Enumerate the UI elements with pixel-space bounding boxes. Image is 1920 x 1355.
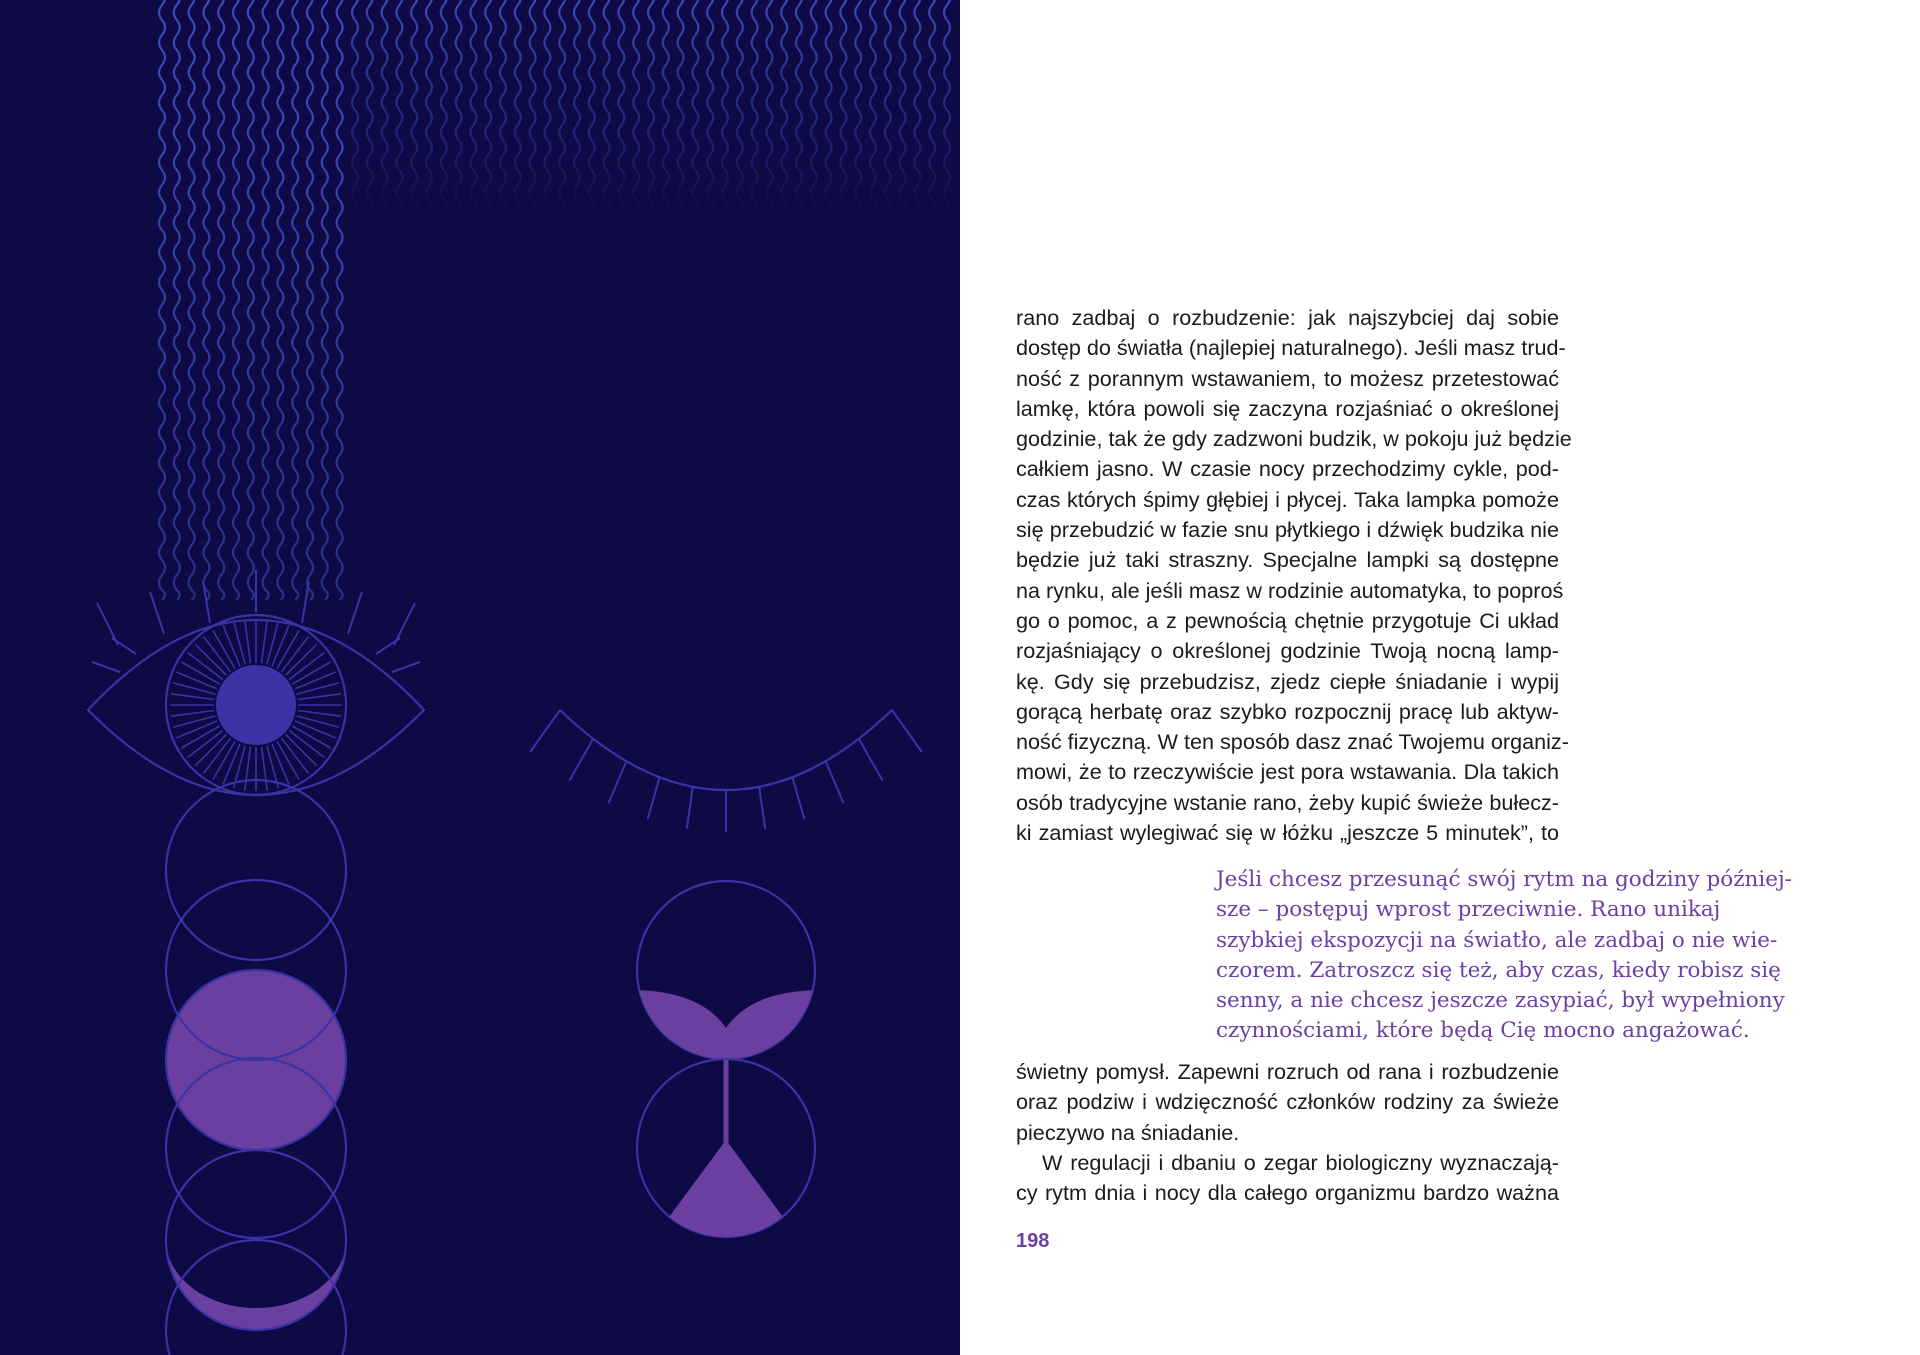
wavy-line — [292, 0, 298, 600]
iris-ray — [297, 716, 340, 727]
iris-ray — [173, 683, 216, 694]
iris-ray — [234, 622, 245, 665]
eyelash — [376, 638, 400, 654]
iris-ray — [171, 694, 215, 700]
iris-ray — [295, 672, 336, 689]
wavy-line — [441, 0, 447, 220]
closed-eye-lash — [859, 739, 883, 781]
wavy-line — [263, 0, 269, 600]
iris-ray — [261, 620, 267, 664]
hourglass-bottom-sand — [652, 1140, 800, 1240]
text-line: ność z porannym wstawaniem, to możesz przetestować — [1016, 365, 1559, 391]
wavy-line — [559, 0, 565, 220]
wavy-line — [840, 0, 846, 220]
text-page — [960, 0, 1920, 1355]
text-line: go o pomoc, a z pewnością chętnie przygotuje Ci układ — [1016, 607, 1559, 633]
wavy-line — [574, 0, 580, 220]
wavy-line — [944, 0, 950, 220]
wavy-line — [752, 0, 758, 220]
wavy-line — [174, 0, 180, 600]
wavy-line — [322, 0, 328, 600]
quote-line: szybkiej ekspozycji na światło, ale zadbaj o nie wie- — [1216, 927, 1778, 953]
wavy-line — [337, 0, 343, 600]
wavy-line — [352, 0, 358, 220]
text-line: dostęp do światła (najlepiej naturalnego). Jeśli masz trud- — [1016, 335, 1566, 361]
closed-eye-lid — [560, 710, 892, 790]
text-line: lamkę, która powoli się zaczyna rozjaśniać o określonej — [1016, 395, 1559, 421]
iris-ray — [267, 622, 278, 665]
quote-line: senny, a nie chcesz jeszcze zasypiać, był wypełniony — [1216, 988, 1785, 1014]
wavy-line — [737, 0, 743, 220]
iris-ray — [272, 626, 289, 667]
text-line: oraz podziw i wdzięczność członków rodziny za świeże — [1016, 1089, 1559, 1115]
wavy-line — [233, 0, 239, 600]
iris-ray — [171, 710, 215, 716]
closed-eye-lash — [648, 777, 660, 819]
iris-ray — [298, 710, 342, 716]
text-line: ki zamiast wylegiwać się w łóżku „jeszcze 5 minutek”, to — [1016, 820, 1559, 846]
text-line: świetny pomysł. Zapewni rozruch od rana i rozbudzenie — [1016, 1059, 1559, 1084]
wavy-line — [218, 0, 224, 600]
wavy-line — [900, 0, 906, 220]
iris-ray — [223, 626, 240, 667]
wavy-line — [203, 0, 209, 600]
wavy-line — [707, 0, 713, 220]
wavy-line — [159, 0, 165, 600]
closed-eye-lash — [892, 710, 922, 752]
iris-ray — [261, 747, 267, 791]
eyelash — [203, 581, 210, 623]
text-line: rozjaśniający o określonej godzinie Twoją nocną lamp- — [1016, 638, 1559, 664]
wavy-line — [692, 0, 698, 220]
iris-ray — [177, 721, 218, 738]
wavy-line — [781, 0, 787, 220]
wavy-line — [678, 0, 684, 220]
quote-line: sze – postępuj wprost przeciwnie. Rano unikaj — [1216, 897, 1721, 923]
eyelash — [92, 662, 120, 672]
closed-eye-lash — [792, 777, 804, 819]
wavy-line — [470, 0, 476, 220]
text-line: pieczywo na śniadanie. — [1016, 1119, 1240, 1145]
closed-eye-lash — [759, 787, 765, 829]
text-line: osób tradycyjne wstanie rano, żeby kupić świeże bułecz- — [1016, 789, 1559, 815]
wavy-line — [885, 0, 891, 220]
closed-eye-lash — [530, 710, 560, 752]
wavy-line — [870, 0, 876, 220]
wavy-line — [411, 0, 417, 220]
text-line: całkiem jasno. W czasie nocy przechodzimy cykle, pod- — [1016, 456, 1559, 482]
page-number: 198 — [1016, 1230, 1050, 1252]
iris-ray — [245, 620, 251, 664]
wavy-line — [382, 0, 388, 220]
eyelash — [348, 592, 362, 634]
wavy-line — [248, 0, 254, 600]
text-line: gorącą herbatę oraz szybko rozpocznij pracę lub aktyw- — [1016, 698, 1559, 724]
quote-line: czynnościami, które będą Cię mocno angażować. — [1216, 1018, 1750, 1044]
wavy-line — [544, 0, 550, 220]
text-line: czas których śpimy głębiej i płycej. Taka lampka pomoże — [1016, 486, 1559, 512]
wavy-line — [604, 0, 610, 220]
text-line: kę. Gdy się przebudzisz, zjedz ciepłe śniadanie i wypij — [1016, 668, 1559, 694]
iris-ray — [245, 747, 251, 791]
wavy-line — [485, 0, 491, 220]
wavy-line — [426, 0, 432, 220]
iris-ray — [223, 744, 240, 785]
text-line: mowi, że to rzeczywiście jest pora wstawania. Dla takich — [1016, 759, 1559, 785]
eyelash — [392, 662, 420, 672]
wavy-line — [277, 0, 283, 600]
quote-line: czorem. Zatroszcz się też, aby czas, kiedy robisz się — [1216, 957, 1781, 983]
text-line: rano zadbaj o rozbudzenie: jak najszybciej daj sobie — [1016, 305, 1559, 330]
text-line: na rynku, ale jeśli masz w rodzinie automatyka, to poproś — [1016, 577, 1564, 603]
iris-ray — [173, 716, 216, 727]
wavy-line — [530, 0, 536, 220]
quote-line: Jeśli chcesz przesunąć swój rytm na godziny później- — [1216, 867, 1792, 892]
closed-eye-lash — [687, 787, 693, 829]
pupil — [216, 665, 296, 745]
wavy-line — [796, 0, 802, 220]
text-line: się przebudzić w fazie snu płytkiego i dźwięk budzika nie — [1016, 517, 1559, 543]
wavy-line — [826, 0, 832, 220]
closed-eye-lash — [826, 761, 844, 803]
wavy-line — [618, 0, 624, 220]
eyelash — [112, 638, 136, 654]
wavy-line — [515, 0, 521, 220]
text-line: ność fizyczną. W ten sposób dasz znać Twojemu organiz- — [1016, 729, 1569, 755]
wavy-line — [855, 0, 861, 220]
wavy-line — [929, 0, 935, 220]
wavy-line — [914, 0, 920, 220]
iris-ray — [297, 683, 340, 694]
closed-eye-lash — [608, 761, 626, 803]
wavy-line — [633, 0, 639, 220]
wavy-line — [396, 0, 402, 220]
text-line: będzie już taki straszny. Specjalne lampki są dostępne — [1016, 547, 1559, 573]
wavy-line — [189, 0, 195, 600]
iris-ray — [177, 672, 218, 689]
moon-outline — [166, 780, 346, 960]
body-text-top — [1016, 303, 1572, 848]
wavy-line — [456, 0, 462, 220]
wavy-line — [589, 0, 595, 220]
iris-ray — [295, 721, 336, 738]
iris-ray — [272, 744, 289, 785]
body-text-bottom — [1016, 1057, 1559, 1208]
text-line: cy rytm dnia i nocy dla całego organizmu bardzo ważna — [1016, 1180, 1559, 1206]
wavy-line — [648, 0, 654, 220]
closed-eye-lash — [569, 739, 593, 781]
text-line: godzinie, tak że gdy zadzwoni budzik, w pokoju już będzie — [1016, 426, 1572, 452]
text-line: W regulacji i dbaniu o zegar biologiczny wyznaczają- — [1042, 1149, 1559, 1175]
eyelash — [150, 592, 164, 634]
wavy-line — [500, 0, 506, 220]
wavy-line — [367, 0, 373, 220]
iris-ray — [298, 694, 342, 700]
eyelash — [302, 581, 309, 623]
wavy-line — [766, 0, 772, 220]
wavy-line — [811, 0, 817, 220]
crescent-moon — [166, 1240, 346, 1330]
wavy-line — [722, 0, 728, 220]
wavy-line — [307, 0, 313, 600]
wavy-line — [663, 0, 669, 220]
pull-quote — [1216, 865, 1792, 1047]
